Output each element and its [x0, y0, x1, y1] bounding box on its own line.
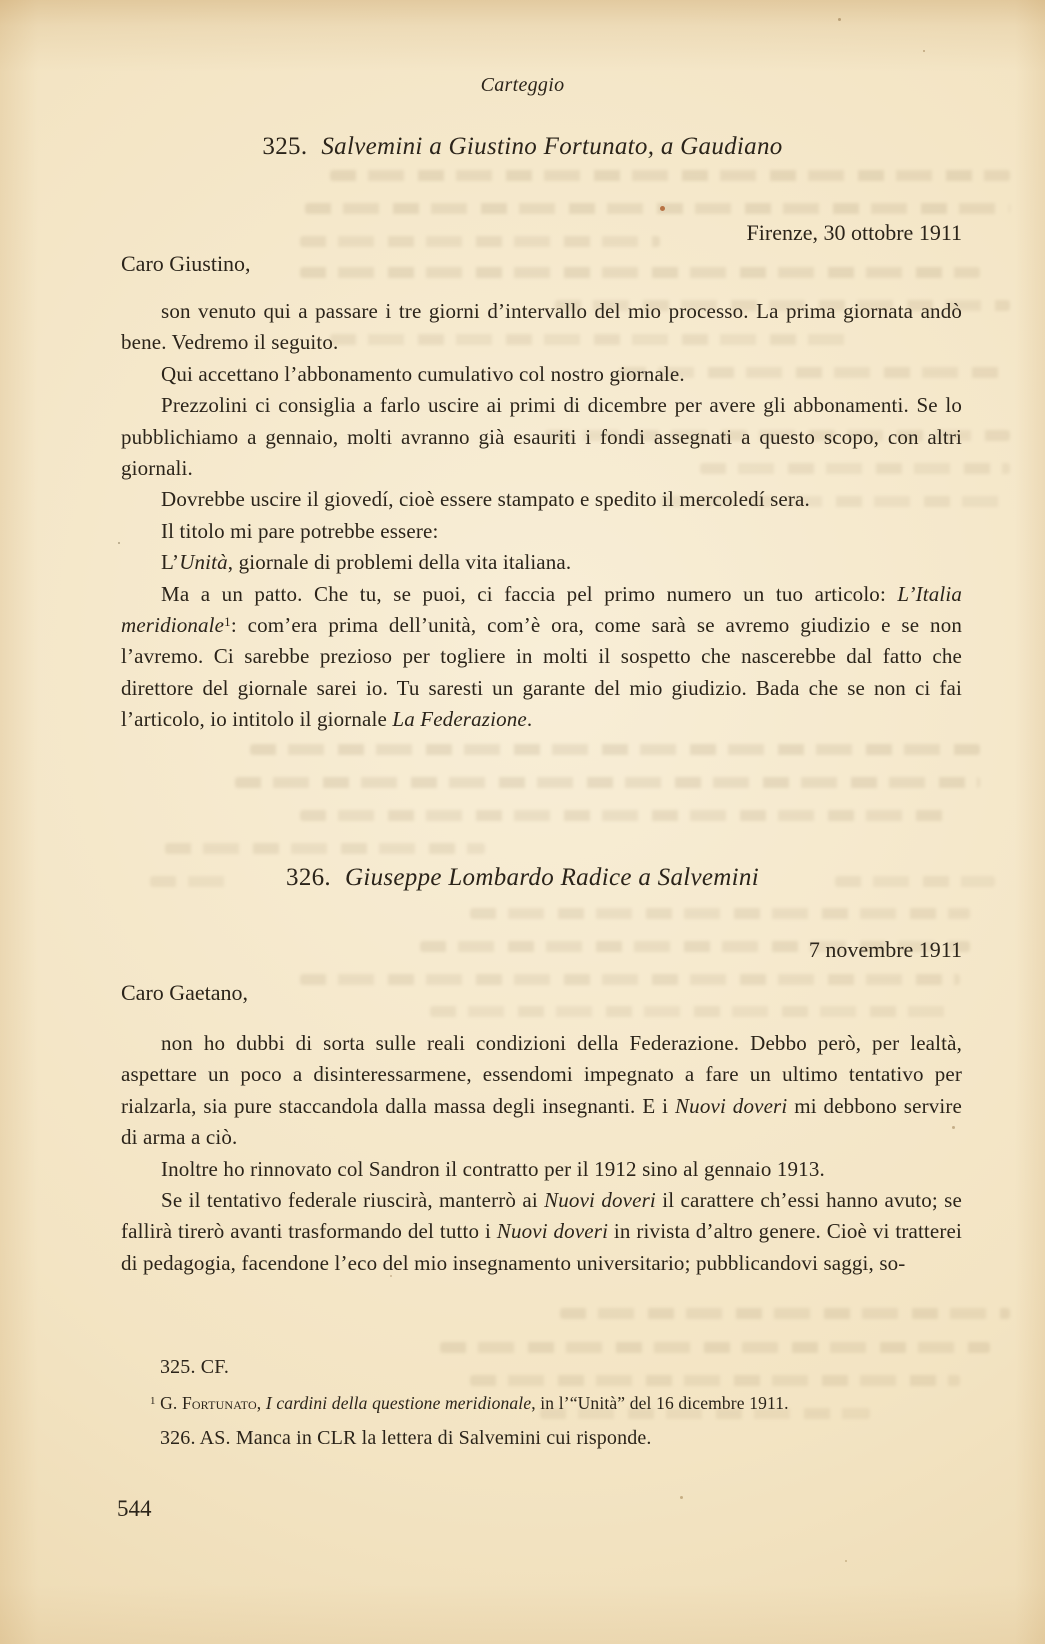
letter-326-salutation: Caro Gaetano,	[121, 980, 249, 1005]
paragraph	[121, 296, 962, 359]
text-run: Dovrebbe uscire il giovedí, cioè essere stampato e spedito il mercoledí sera.	[161, 487, 810, 512]
text-run: ,	[256, 1393, 266, 1413]
text-run: Prezzolini ci consiglia a farlo uscire ai primi di dicembre per avere gli abbonamenti. Se lo pubblichiamo a gennaio, molti avranno già esauriti i fondi assegnati a questo scopo, con altri giornali.	[121, 393, 962, 481]
paragraph	[121, 359, 962, 390]
bleedthrough-line	[470, 908, 970, 919]
foxing-speck	[952, 1126, 955, 1129]
letter-326-dateline: 7 novembre 1911	[808, 937, 962, 962]
bleedthrough-line	[470, 1375, 960, 1386]
paragraph	[121, 1185, 962, 1279]
foxing-speck	[118, 542, 120, 544]
page-number: 544	[117, 1496, 152, 1521]
paragraph	[121, 390, 962, 484]
foxing-speck	[845, 1560, 847, 1562]
paragraph	[121, 516, 962, 547]
text-run: Nuovi doveri	[544, 1188, 656, 1213]
running-header: Carteggio	[480, 74, 565, 96]
letter-326-heading	[0, 864, 1045, 892]
text-run: G.	[155, 1393, 182, 1413]
letter-326-number: 326.	[286, 864, 331, 891]
text-run: L’	[161, 550, 180, 575]
bleedthrough-line	[300, 267, 980, 278]
text-run: I cardini della questione meridionale	[265, 1393, 532, 1413]
bleedthrough-line	[300, 810, 950, 821]
bleedthrough-line	[165, 843, 485, 854]
text-run: Nuovi doveri	[675, 1093, 788, 1118]
paragraph	[121, 547, 962, 578]
letter-325-salutation: Caro Giustino,	[121, 251, 251, 276]
text-run: Ma a un patto. Che tu, se puoi, ci faccia pel primo numero un tuo articolo:	[161, 581, 898, 606]
foxing-speck	[680, 1496, 683, 1499]
foxing-speck	[838, 18, 841, 21]
letter-325-title: Salvemini a Giustino Fortunato, a Gaudiano	[321, 133, 783, 160]
letter-326-body	[121, 1028, 962, 1279]
letter-326-title: Giuseppe Lombardo Radice a Salvemini	[344, 864, 759, 891]
text-run: 1	[150, 1395, 156, 1408]
foxing-speck	[390, 1275, 392, 1277]
bleedthrough-line	[235, 777, 980, 788]
text-run: mi debbono servire di arma a ciò.	[121, 1093, 962, 1150]
paragraph	[121, 484, 962, 515]
footnote-source-326	[160, 1427, 652, 1450]
text-run: Qui accettano l’abbonamento cumulativo col nostro giornale.	[161, 361, 685, 386]
text-run: La Federazione	[392, 707, 527, 732]
footnote-1	[150, 1393, 972, 1414]
letter-325-body	[121, 296, 962, 736]
footnote-source-325	[160, 1356, 229, 1379]
text-run: , giornale di problemi della vita italiana.	[227, 550, 572, 575]
bleedthrough-line	[560, 1308, 1010, 1319]
bleedthrough-line	[305, 203, 1010, 214]
text-run: son venuto qui a passare i tre giorni d’intervallo del mio processo. La prima giornata andò bene. Vedremo il seguito.	[121, 299, 962, 355]
letter-325-dateline: Firenze, 30 ottobre 1911	[746, 220, 962, 245]
text-run: Unità	[179, 550, 228, 575]
text-run: 325. CF.	[160, 1356, 230, 1378]
paragraph	[121, 579, 962, 736]
foxing-speck	[660, 206, 665, 211]
text-run: : com’era prima dell’unità, com’è ora, come sarà se avremo giudizio e se non l’avremo. Ci sarebbe prezioso per togliere in molti il sospetto che nascerebbe dal fatto che direttore del giornale sarei io. Tu saresti un garante del mio giudizio. Bada che se non ci fai l’articolo, io intitolo il giornale	[121, 613, 962, 732]
text-run: in rivista d’altro genere. Cioè vi tratterei di pedagogia, facendone l’eco del mio insegnamento universitario; pubblicandovi saggi, so-	[121, 1219, 962, 1275]
text-run: L’Italia meridionale	[121, 581, 962, 638]
bleedthrough-line	[300, 974, 960, 985]
paragraph	[121, 1028, 962, 1154]
text-run: 326. AS. Manca in CLR la lettera di Salvemini cui risponde.	[160, 1427, 652, 1449]
paragraph	[121, 1154, 962, 1185]
text-run: Nuovi doveri	[496, 1219, 609, 1244]
letter-325-number: 325.	[262, 133, 308, 160]
bleedthrough-line	[330, 170, 1010, 181]
foxing-speck	[923, 50, 925, 52]
text-run: il carattere ch’essi hanno avuto; se fallirà tirerò avanti trasformando del tutto i	[121, 1188, 962, 1244]
letter-325-heading	[0, 133, 1045, 161]
text-run: Inoltre ho rinnovato col Sandron il contratto per il 1912 sino al gennaio 1913.	[161, 1156, 825, 1181]
text-run: 1	[224, 614, 231, 630]
bleedthrough-line	[250, 744, 980, 755]
text-run: Fortunato	[181, 1393, 257, 1413]
text-run: , in l’“Unità” del 16 dicembre 1911.	[531, 1393, 789, 1413]
bleedthrough-line	[430, 1006, 950, 1017]
text-run: non ho dubbi di sorta sulle reali condizioni della Federazione. Debbo però, per lealtà, aspettare un poco a disinteressarmene, essendomi impegnato a fare un ultimo tentativo per rialzarla, sia pure staccandola dalla massa degli insegnanti. E i	[121, 1031, 962, 1118]
bleedthrough-line	[440, 1342, 990, 1353]
text-run: Se il tentativo federale riuscirà, manterrò ai	[161, 1188, 545, 1213]
text-run: .	[526, 707, 533, 732]
text-run: Il titolo mi pare potrebbe essere:	[161, 518, 439, 543]
